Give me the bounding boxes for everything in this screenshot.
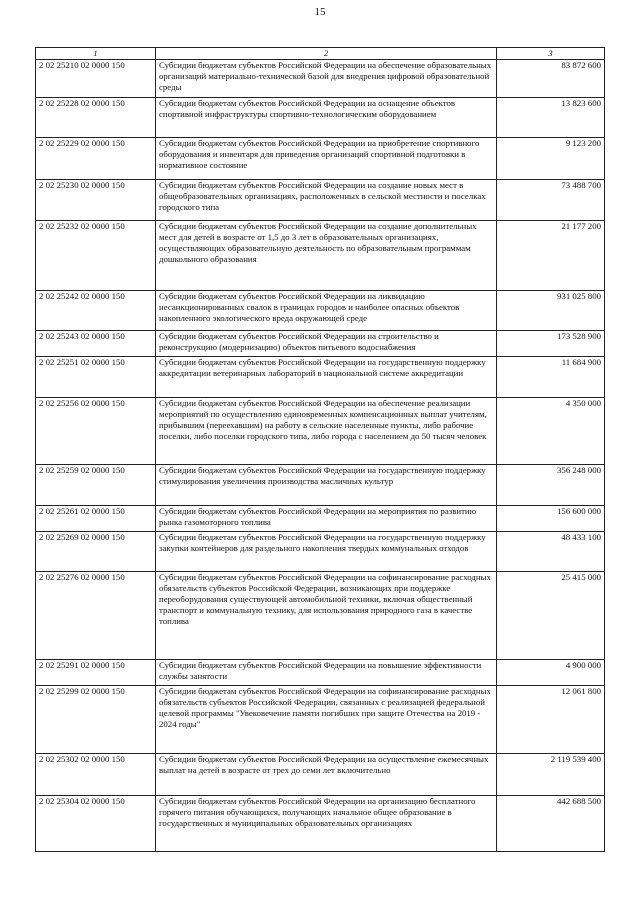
row-amount: 11 684 900 [497,357,605,398]
row-amount: 25 415 000 [497,572,605,660]
table-row [36,357,605,398]
table-row [36,221,605,291]
row-name: Субсидии бюджетам субъектов Российской Федерации на мероприятия по развитию рынка газомоторного топлива [156,506,497,532]
table-row [36,532,605,572]
row-amount: 9 123 200 [497,138,605,180]
row-code: 2 02 25230 02 0000 150 [36,180,156,221]
row-amount: 83 872 600 [497,60,605,98]
table-row [36,398,605,465]
row-code: 2 02 25210 02 0000 150 [36,60,156,98]
table-row [36,98,605,138]
row-code: 2 02 25291 02 0000 150 [36,660,156,686]
row-name: Субсидии бюджетам субъектов Российской Федерации на обеспечение образовательных организаций материально-технической базой для внедрения цифровой образовательной среды [156,60,497,98]
row-amount: 12 061 800 [497,686,605,754]
row-name: Субсидии бюджетам субъектов Российской Федерации на осуществление ежемесячных выплат на детей в возрасте от трех до семи лет включительно [156,754,497,796]
table-row [36,660,605,686]
row-code: 2 02 25229 02 0000 150 [36,138,156,180]
row-code: 2 02 25259 02 0000 150 [36,465,156,506]
row-name: Субсидии бюджетам субъектов Российской Федерации на создание новых мест в общеобразовательных организациях, расположенных в сельской местности и поселках городского типа [156,180,497,221]
row-name: Субсидии бюджетам субъектов Российской Федерации на создание дополнительных мест для детей в возрасте от 1,5 до 3 лет в образовательных организациях, осуществляющих образовательную деятельность по образовательным программам дошкольного образования [156,221,497,291]
row-amount: 2 119 539 400 [497,754,605,796]
row-name: Субсидии бюджетам субъектов Российской Федерации на государственную поддержку стимулирования увеличения производства масличных культур [156,465,497,506]
row-amount: 21 177 200 [497,221,605,291]
page-number: 15 [314,6,326,18]
row-code: 2 02 25304 02 0000 150 [36,796,156,852]
row-amount: 442 688 500 [497,796,605,852]
table-row [36,331,605,357]
row-amount: 4 900 000 [497,660,605,686]
table-row [36,686,605,754]
row-name: Субсидии бюджетам субъектов Российской Федерации на оснащение объектов спортивной инфраструктуры спортивно-технологическим оборудованием [156,98,497,138]
row-name: Субсидии бюджетам субъектов Российской Федерации на государственную поддержку аккредитации ветеринарных лабораторий в национальной системе аккредитации [156,357,497,398]
row-name: Субсидии бюджетам субъектов Российской Федерации на организацию бесплатного горячего питания обучающихся, получающих начальное общее образование в государственных и муниципальных образовательных организациях [156,796,497,852]
row-amount: 73 488 700 [497,180,605,221]
row-name: Субсидии бюджетам субъектов Российской Федерации на государственную поддержку закупки контейнеров для раздельного накопления твердых коммунальных отходов [156,532,497,572]
header-col-3: 3 [497,48,605,60]
table-row [36,138,605,180]
table-row [36,465,605,506]
row-code: 2 02 25243 02 0000 150 [36,331,156,357]
budget-table [35,47,605,852]
row-code: 2 02 25232 02 0000 150 [36,221,156,291]
table-row [36,572,605,660]
row-code: 2 02 25242 02 0000 150 [36,291,156,331]
table-row [36,796,605,852]
row-name: Субсидии бюджетам субъектов Российской Федерации на приобретение спортивного оборудования и инвентаря для приведения организаций спортивной подготовки в нормативное состояние [156,138,497,180]
table-row [36,754,605,796]
row-code: 2 02 25228 02 0000 150 [36,98,156,138]
header-col-2: 2 [156,48,497,60]
row-name: Субсидии бюджетам субъектов Российской Федерации на софинансирование расходных обязательств субъектов Российской Федерации, возникающих при поддержке переоборудования существующей автомобильной техники, включая общественный транспорт и коммунальную технику, для использования природного газа в качестве топлива [156,572,497,660]
row-code: 2 02 25276 02 0000 150 [36,572,156,660]
row-code: 2 02 25256 02 0000 150 [36,398,156,465]
table-row [36,60,605,98]
row-amount: 156 600 000 [497,506,605,532]
header-col-1: 1 [36,48,156,60]
table-row [36,180,605,221]
row-code: 2 02 25261 02 0000 150 [36,506,156,532]
row-name: Субсидии бюджетам субъектов Российской Федерации на ликвидацию несанкционированных свалок в границах городов и наиболее опасных объектов накопленного экологического вреда окружающей среде [156,291,497,331]
row-code: 2 02 25251 02 0000 150 [36,357,156,398]
row-amount: 173 528 900 [497,331,605,357]
table-header-row [36,48,605,60]
row-amount: 13 823 600 [497,98,605,138]
row-amount: 4 350 000 [497,398,605,465]
row-name: Субсидии бюджетам субъектов Российской Федерации на повышение эффективности службы занятости [156,660,497,686]
row-name: Субсидии бюджетам субъектов Российской Федерации на софинансирование расходных обязательств субъектов Российской Федерации, связанных с реализацией федеральной целевой программы "Увековечение памяти погибших при защите Отечества на 2019 - 2024 годы" [156,686,497,754]
table-row [36,291,605,331]
row-amount: 356 248 000 [497,465,605,506]
row-name: Субсидии бюджетам субъектов Российской Федерации на строительство и реконструкцию (модернизацию) объектов питьевого водоснабжения [156,331,497,357]
row-code: 2 02 25299 02 0000 150 [36,686,156,754]
row-code: 2 02 25269 02 0000 150 [36,532,156,572]
table-row [36,506,605,532]
row-name: Субсидии бюджетам субъектов Российской Федерации на обеспечение реализации мероприятий по осуществлению единовременных компенсационных выплат учителям, прибывшим (переехавшим) на работу в сельские населенные пункты, либо рабочие поселки, либо поселки городского типа, либо города с населением до 50 тысяч человек [156,398,497,465]
row-amount: 48 433 100 [497,532,605,572]
row-amount: 931 025 800 [497,291,605,331]
row-code: 2 02 25302 02 0000 150 [36,754,156,796]
